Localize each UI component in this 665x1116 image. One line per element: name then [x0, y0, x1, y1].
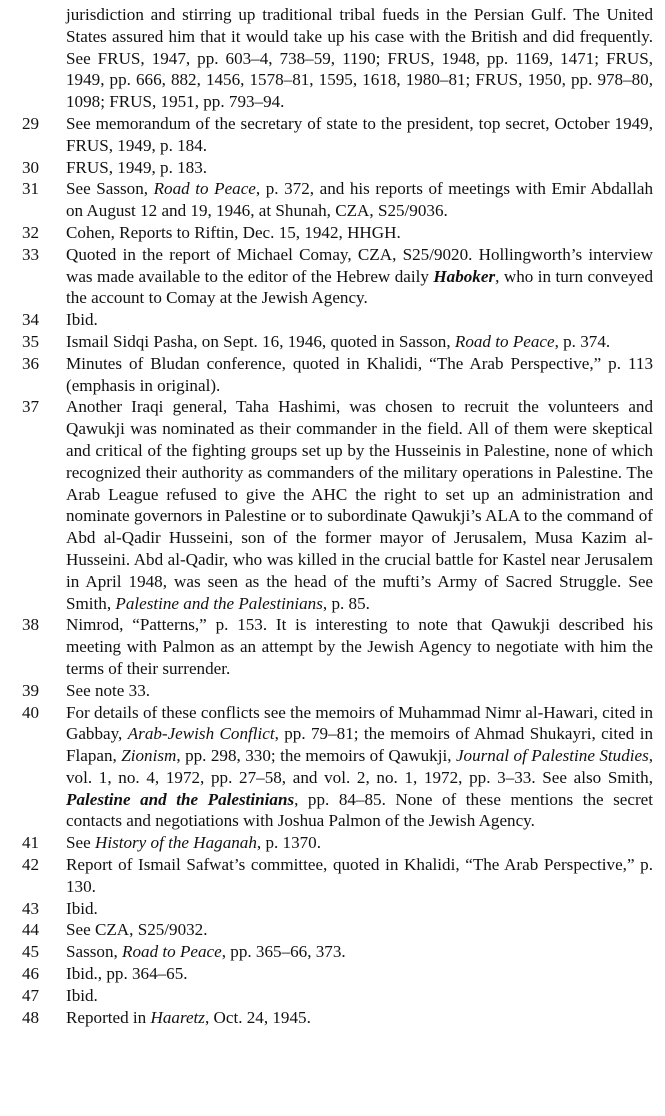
endnote-text-run: FRUS, 1949, p. 183.: [66, 157, 208, 177]
endnote-text-run: Ismail Sidqi Pasha, on Sept. 16, 1946, quoted in Sasson,: [66, 331, 455, 351]
endnote-text: [66, 615, 653, 678]
endnote-title-italic: Haaretz: [150, 1007, 205, 1027]
endnote-text: [66, 310, 98, 329]
endnote-31: [0, 178, 665, 222]
endnote-number: 31: [22, 179, 40, 199]
endnote-38: [0, 614, 665, 679]
endnote-text: [66, 986, 98, 1005]
endnote-title-italic: Zionism: [121, 746, 177, 766]
endnote-46: [0, 963, 665, 985]
endnote-45: [0, 941, 665, 963]
endnote-title-italic: Road to Peace: [122, 942, 222, 962]
endnote-number: 44: [22, 920, 40, 940]
endnote-40: [0, 702, 665, 833]
endnote-text-run: , vol. 1, no. 4, 1972, pp. 27–58, and vol. 2, no. 1, 1972, pp. 3–33. See also Smith,: [66, 746, 654, 787]
endnote-number: 33: [22, 244, 40, 264]
endnote-number: 29: [22, 113, 40, 133]
endnote-text-run: Ibid., pp. 364–65.: [66, 964, 188, 984]
endnote-text-run: Quoted in the report of Michael Comay, CZA, S25/9020. Hollingworth’s interview was made available to the editor of the Hebrew daily: [66, 244, 653, 286]
endnote-number: 47: [22, 985, 40, 1005]
endnote-number: 34: [22, 310, 40, 330]
endnote-title-italic: Road to Peace: [153, 179, 256, 199]
endnote-number: 48: [22, 1007, 40, 1027]
endnote-48: [0, 1007, 665, 1029]
endnote-42: [0, 854, 665, 898]
endnote-text-run: See Sasson,: [66, 179, 154, 199]
endnote-text: [66, 942, 346, 961]
endnote-text: [66, 397, 653, 612]
endnote-text-run: For details of these conflicts see the memoirs of Muhammad Nimr al-Hawari, cited in Gabbay,: [66, 702, 653, 744]
endnote-text-run: , who in turn conveyed the account to Comay at the Jewish Agency.: [66, 266, 653, 308]
endnote-text: [66, 354, 653, 395]
endnote-number: 43: [22, 898, 40, 918]
endnote-41: [0, 832, 665, 854]
endnote-text-run: See: [66, 833, 95, 853]
endnote-title-italic: Palestine and the Palestinians: [66, 789, 295, 809]
continued-note-text: jurisdiction and stirring up traditional tribal fueds in the Persian Gulf. The United States assured him that it would take up his case with the British and did frequently. See FRUS, 1947, pp. 603–4, 738–59, 1190; FRUS, 1948, pp. 1169, 1471; FRUS, 1949, pp. 666, 882, 1456, 1578–81, 1595, 1618, 1980–81; FRUS, 1950, pp. 978–80, 1098; FRUS, 1951, pp. 793–94.: [66, 5, 653, 112]
endnote-43: [0, 898, 665, 920]
endnote-text: [66, 964, 188, 983]
endnote-text-run: , p. 374.: [554, 331, 611, 351]
endnote-number: 38: [22, 615, 40, 635]
endnote-text: [66, 855, 653, 896]
endnote-text-run: Ibid.: [66, 985, 98, 1005]
endnote-text-run: Cohen, Reports to Riftin, Dec. 15, 1942, HHGH.: [66, 222, 401, 242]
endnote-47: [0, 985, 665, 1007]
endnote-text-run: Sasson,: [66, 942, 123, 962]
endnote-text: [66, 1008, 311, 1027]
endnote-text-run: See CZA, S25/9032.: [66, 920, 208, 940]
endnote-text-run: Ibid.: [66, 310, 98, 330]
endnote-text: [66, 179, 653, 220]
endnote-text: [66, 920, 208, 939]
endnote-text: [66, 899, 98, 918]
endnote-36: [0, 353, 665, 397]
endnote-32: [0, 222, 665, 244]
endnote-number: 36: [22, 353, 40, 373]
endnote-title-italic: Journal of Palestine Studies: [455, 746, 649, 766]
endnote-34: [0, 309, 665, 331]
endnote-text: [66, 245, 653, 308]
endnote-30: [0, 157, 665, 179]
endnote-number: 42: [22, 855, 40, 875]
endnote-text-run: Minutes of Bludan conference, quoted in Khalidi, “The Arab Perspective,” p. 113 (emphasis in original).: [66, 353, 653, 395]
endnote-text: [66, 223, 401, 242]
endnote-text: [66, 833, 321, 852]
endnote-title-italic: History of the Haganah: [94, 833, 257, 853]
endnote-number: 32: [22, 222, 40, 242]
endnote-text-run: Another Iraqi general, Taha Hashimi, was chosen to recruit the volunteers and Qawukji was nominated as their commander in the field. All of them were skeptical and critical of the fighting groups set up by the Husseinis in Palestine, none of which recognized their authority as commanders of the military operations in Palestine. The Arab League refused to give the AHC the right to set up an administration and nominate governors in Palestine or to subordinate Qawukji’s ALA to the command of Abd al-Qadir Husseini, son of the former mayor of Jerusalem, Musa Kazim al-Husseini. Abd al-Qadir, who was killed in the crucial battle for Kastel near Jerusalem in April 1948, was seen as the head of the mufti’s Army of Sacred Struggle. See Smith,: [66, 397, 653, 613]
endnote-text-run: , p. 85.: [322, 593, 370, 613]
endnote-44: [0, 919, 665, 941]
endnote-number: 40: [22, 702, 40, 722]
endnote-text-run: See memorandum of the secretary of state to the president, top secret, October 1949, FRUS, 1949, p. 184.: [66, 113, 653, 155]
endnote-text: [66, 332, 610, 351]
endnote-text-run: , pp. 365–66, 373.: [221, 942, 346, 962]
endnote-text-run: Reported in: [66, 1007, 151, 1027]
endnote-number: 45: [22, 942, 40, 962]
endnote-text-run: , p. 372, and his reports of meetings with Emir Abdallah on August 12 and 19, 1946, at Shunah, CZA, S25/9036.: [66, 179, 653, 221]
endnote-title-italic: Palestine and the Palestinians: [115, 593, 323, 613]
endnote-33: [0, 244, 665, 309]
endnote-number: 41: [22, 833, 40, 853]
endnote-text-run: , p. 1370.: [256, 833, 321, 853]
endnote-37: [0, 396, 665, 614]
endnote-title-italic: Road to Peace: [454, 331, 555, 351]
endnote-number: 39: [22, 680, 40, 700]
endnote-number: 46: [22, 964, 40, 984]
endnote-number: 37: [22, 397, 40, 417]
endnote-text-run: See note 33.: [66, 680, 151, 700]
endnote-text-run: , pp. 298, 330; the memoirs of Qawukji,: [176, 746, 456, 766]
endnote-39: [0, 680, 665, 702]
endnote-text: [66, 114, 653, 155]
endnote-text: [66, 703, 653, 831]
endnote-number: 30: [22, 157, 40, 177]
endnote-text-run: , pp. 79–81; the memoirs of Ahmad Shukayri, cited in Flapan,: [66, 724, 653, 766]
endnote-text-run: Report of Ismail Safwat’s committee, quoted in Khalidi, “The Arab Perspective,” p. 130.: [66, 855, 653, 896]
endnote-35: [0, 331, 665, 353]
endnote-text-run: Nimrod, “Patterns,” p. 153. It is interesting to note that Qawukji described his meeting with Palmon as an attempt by the Jewish Agency to negotiate with him the terms of their surrender.: [66, 615, 653, 678]
endnote-title-italic: Haboker: [433, 266, 496, 286]
endnote-text-run: , pp. 84–85. None of these mentions the secret contacts and negotiations with Joshua Palmon of the Jewish Agency.: [66, 789, 653, 831]
endnote-number: 35: [22, 331, 40, 351]
endnote-29: [0, 113, 665, 157]
endnote-text-run: Ibid.: [66, 898, 98, 918]
endnote-text: [66, 158, 207, 177]
endnote-list: [0, 113, 665, 1028]
endnote-text-run: , Oct. 24, 1945.: [204, 1007, 311, 1027]
endnotes-page: [0, 4, 665, 1028]
endnote-text: [66, 681, 150, 700]
endnote-title-italic: Arab-Jewish Conflict: [127, 724, 275, 744]
